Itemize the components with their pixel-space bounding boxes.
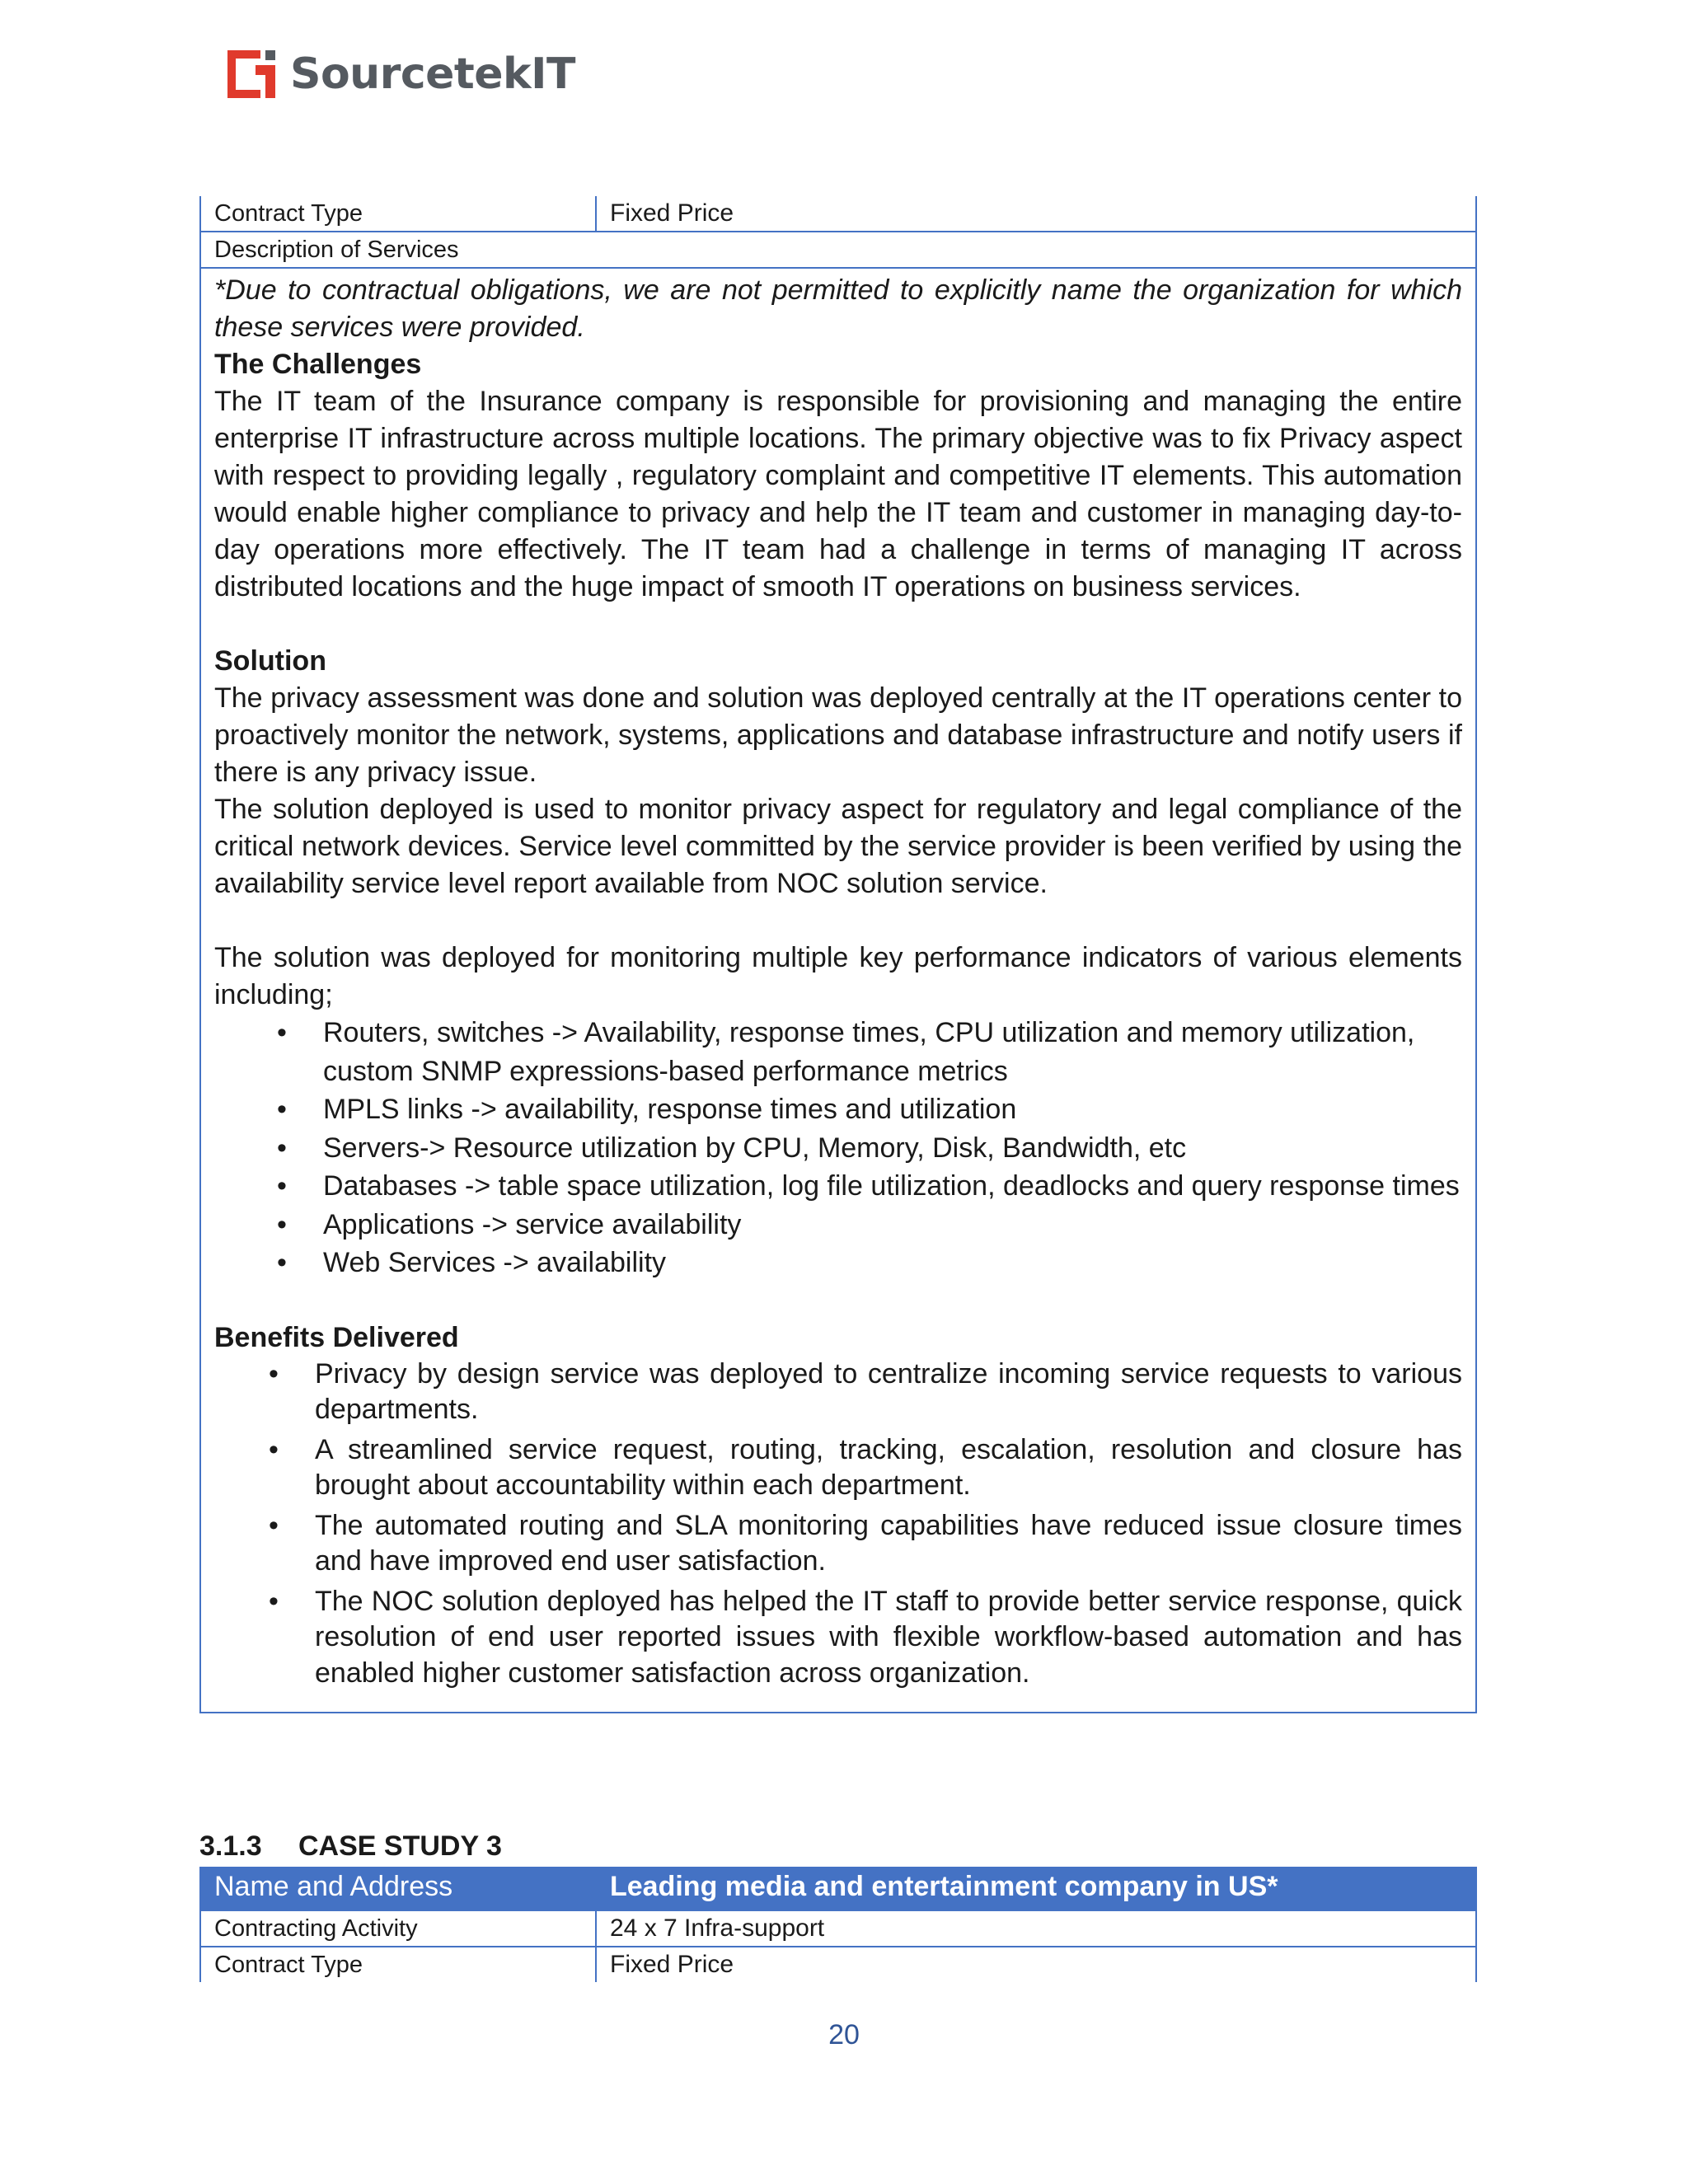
list-item: • The automated routing and SLA monitoring capabilities have reduced issue closure times and have improved end user satisfaction. (269, 1509, 1462, 1577)
benefits-heading: Benefits Delivered (214, 1321, 459, 1353)
list-item: • MPLS links -> availability, response times and utilization (214, 1090, 1462, 1129)
bullet-icon: • (277, 1132, 287, 1164)
bullet-icon: • (277, 1094, 287, 1125)
case-study-3-table (199, 1867, 1477, 1982)
company-logo (224, 43, 575, 105)
kpi-list (214, 1014, 1462, 1282)
solution-heading: Solution (214, 645, 326, 677)
challenges-text: The IT team of the Insurance company is responsible for provisioning and managing the entire enterprise IT infrastructure across multiple locations. The primary objective was to fix Privacy aspect with respect to providing legally , regulatory complaint and competitive IT elements. This automation would enable higher compliance to privacy and help the IT team and customer in managing day-to-day operations more effectively. The IT team had a challenge in terms of managing IT across distributed locations and the huge impact of smooth IT operations on business services. (214, 386, 1462, 602)
list-item: • The NOC solution deployed has helped the IT staff to provide better service response, quick resolution of end user reported issues with flexible workflow-based automation and has enabled higher customer satisfaction across organization. (269, 1585, 1462, 1689)
logo-text: SourcetekIT (290, 49, 575, 99)
page-number: 20 (828, 2019, 860, 2050)
bullet-icon: • (269, 1585, 279, 1617)
solution-text-1: The privacy assessment was done and solution was deployed centrally at the IT operations center to proactively monitor the network, systems, applications and database infrastructure and notify users if there is any privacy issue. (214, 682, 1462, 788)
case-study-2-table (199, 196, 1477, 1713)
contracting-activity-label: Contracting Activity (200, 1910, 596, 1947)
list-item: • Routers, switches -> Availability, response times, CPU utilization and memory utilization, custom SNMP expressions-based performance metrics (214, 1014, 1462, 1090)
list-item: • A streamlined service request, routing, tracking, escalation, resolution and closure has brought about accountability within each department. (269, 1433, 1462, 1501)
challenges-heading: The Challenges (214, 349, 422, 380)
bullet-icon: • (277, 1170, 287, 1202)
description-row (200, 268, 1476, 1713)
contract-type-row (200, 1947, 1476, 1982)
solution-text-2: The solution deployed is used to monitor privacy aspect for regulatory and legal compliance of the critical network devices. Service level committed by the service provider is been verified by using the availability service level report available from NOC solution service. (214, 794, 1462, 899)
contract-type-value: Fixed Price (596, 196, 1476, 232)
list-item: • Databases -> table space utilization, log file utilization, deadlocks and query response times (214, 1167, 1462, 1206)
benefits-list (214, 1357, 1462, 1692)
list-item: • Web Services -> availability (214, 1244, 1462, 1282)
list-item: • Servers-> Resource utilization by CPU, Memory, Disk, Bandwidth, etc (214, 1129, 1462, 1168)
name-address-value: Leading media and entertainment company in US* (596, 1868, 1476, 1910)
section-title: CASE STUDY 3 (298, 1830, 502, 1862)
name-address-row (200, 1868, 1476, 1910)
contracting-activity-row (200, 1910, 1476, 1947)
list-item: • Applications -> service availability (214, 1206, 1462, 1244)
bullet-icon: • (269, 1357, 279, 1390)
description-label: Description of Services (200, 232, 1476, 268)
contract-type-label: Contract Type (200, 196, 596, 232)
contract-type-value: Fixed Price (596, 1947, 1476, 1982)
contracting-activity-value: 24 x 7 Infra-support (596, 1910, 1476, 1947)
contract-type-row (200, 196, 1476, 232)
bullet-icon: • (277, 1017, 287, 1048)
confidentiality-note: *Due to contractual obligations, we are not permitted to explicitly name the organization for which these services were provided. (214, 274, 1462, 343)
bullet-icon: • (269, 1509, 279, 1541)
contract-type-label: Contract Type (200, 1947, 596, 1982)
name-address-label: Name and Address (200, 1868, 596, 1910)
description-cell (200, 268, 1476, 1713)
kpi-intro: The solution was deployed for monitoring multiple key performance indicators of various elements including; (214, 942, 1462, 1010)
section-heading (199, 1825, 502, 1868)
list-item: • Privacy by design service was deployed to centralize incoming service requests to various departments. (269, 1357, 1462, 1425)
bullet-icon: • (277, 1247, 287, 1278)
bullet-icon: • (277, 1208, 287, 1240)
logo-mark-icon (224, 47, 279, 101)
bullet-icon: • (269, 1433, 279, 1465)
description-label-row (200, 232, 1476, 268)
section-number: 3.1.3 (199, 1830, 262, 1862)
